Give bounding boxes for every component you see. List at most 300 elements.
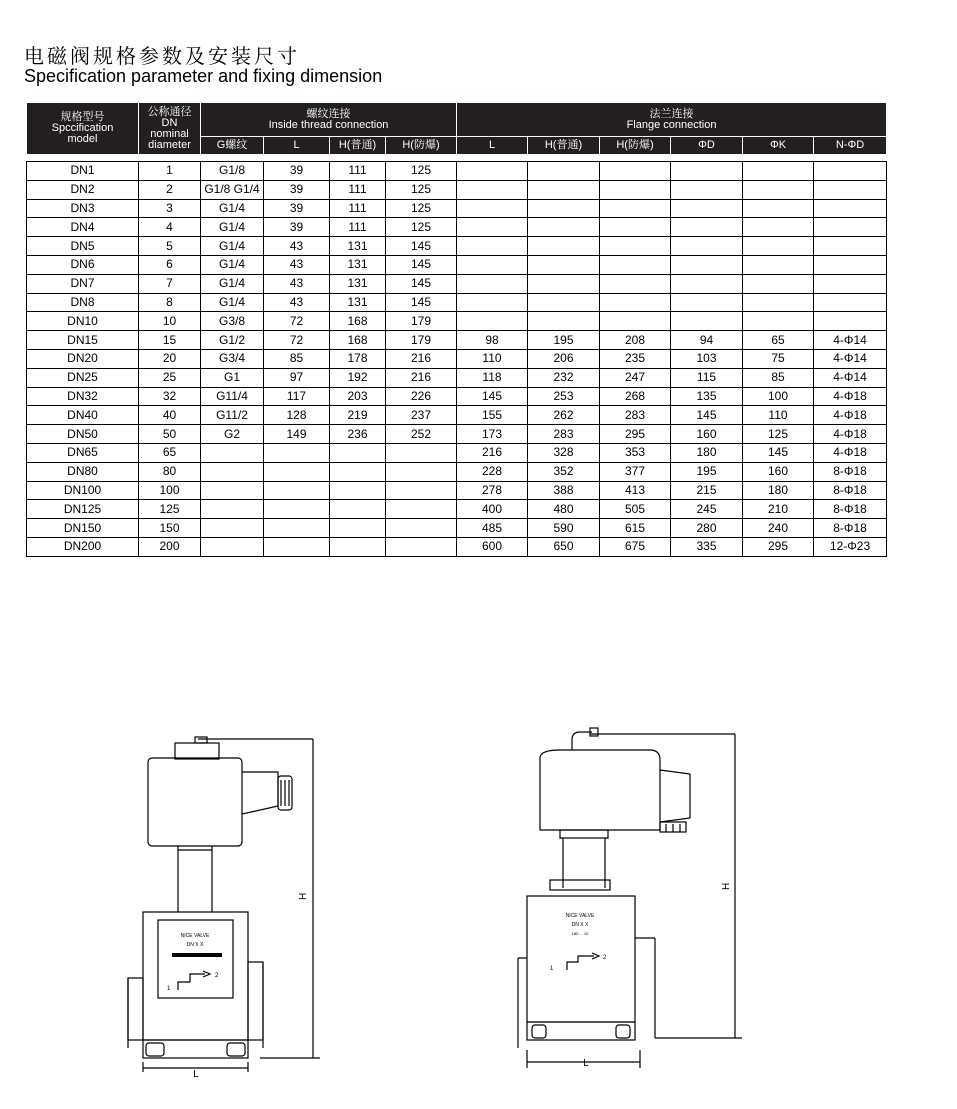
table-cell: 43 <box>264 237 330 256</box>
table-cell: 295 <box>600 425 671 444</box>
table-row <box>27 443 887 462</box>
table-cell <box>201 537 264 556</box>
table-cell: G1/4 <box>201 237 264 256</box>
table-cell: DN7 <box>27 274 139 293</box>
table-row <box>27 481 887 500</box>
table-cell: 335 <box>671 537 743 556</box>
table-cell <box>671 237 743 256</box>
table-row <box>27 368 887 387</box>
table-cell <box>743 237 814 256</box>
table-cell <box>671 293 743 312</box>
table-cell <box>814 199 887 218</box>
sub-header-5: H(普通) <box>528 137 600 155</box>
sub-header-0: G螺纹 <box>201 137 264 155</box>
table-cell: 72 <box>264 312 330 331</box>
table-cell: DN100 <box>27 481 139 500</box>
table-cell: 353 <box>600 443 671 462</box>
table-cell: 283 <box>528 425 600 444</box>
table-row <box>27 462 887 481</box>
table-cell: 8 <box>139 293 201 312</box>
table-cell <box>457 162 528 181</box>
table-cell <box>743 312 814 331</box>
table-cell: 65 <box>139 443 201 462</box>
table-cell: 20 <box>139 349 201 368</box>
valve-drawings <box>0 700 957 1109</box>
table-cell: 25 <box>139 368 201 387</box>
table-cell: G1/8 <box>201 162 264 181</box>
spec-table <box>26 102 887 557</box>
table-cell <box>528 237 600 256</box>
table-cell <box>528 162 600 181</box>
table-cell: 145 <box>743 443 814 462</box>
table-cell: 111 <box>330 199 386 218</box>
table-cell <box>814 180 887 199</box>
table-cell: 179 <box>386 312 457 331</box>
table-cell <box>330 537 386 556</box>
table-cell <box>386 443 457 462</box>
table-cell <box>528 293 600 312</box>
table-row <box>27 349 887 368</box>
table-cell <box>600 237 671 256</box>
table-row <box>27 331 887 350</box>
table-cell: 173 <box>457 425 528 444</box>
sub-header-7: ΦD <box>671 137 743 155</box>
table-cell: 97 <box>264 368 330 387</box>
table-cell: 115 <box>671 368 743 387</box>
table-cell: 262 <box>528 406 600 425</box>
table-row <box>27 500 887 519</box>
table-cell: 43 <box>264 293 330 312</box>
page-title-cn: 电磁阀规格参数及安装尺寸 <box>24 44 300 68</box>
table-cell <box>330 500 386 519</box>
port-in-left: 1 <box>167 986 171 992</box>
table-cell: 32 <box>139 387 201 406</box>
table-cell: DN1 <box>27 162 139 181</box>
table-cell: 268 <box>600 387 671 406</box>
table-cell <box>600 255 671 274</box>
table-cell: 39 <box>264 162 330 181</box>
table-cell: 178 <box>330 349 386 368</box>
table-cell: 168 <box>330 312 386 331</box>
table-cell: 15 <box>139 331 201 350</box>
table-cell: 237 <box>386 406 457 425</box>
table-cell: 125 <box>386 218 457 237</box>
table-row <box>27 387 887 406</box>
table-cell: 100 <box>743 387 814 406</box>
table-cell: G3/4 <box>201 349 264 368</box>
table-row <box>27 293 887 312</box>
table-cell: 206 <box>528 349 600 368</box>
table-cell: 145 <box>386 237 457 256</box>
table-cell: 39 <box>264 199 330 218</box>
table-row <box>27 312 887 331</box>
table-cell: 283 <box>600 406 671 425</box>
gap-row <box>27 155 887 162</box>
sub-header-8: ΦK <box>743 137 814 155</box>
table-cell: DN25 <box>27 368 139 387</box>
table-cell <box>457 293 528 312</box>
table-cell: 8-Φ18 <box>814 519 887 538</box>
table-cell <box>743 180 814 199</box>
table-cell: 131 <box>330 237 386 256</box>
table-cell: G11/4 <box>201 387 264 406</box>
table-cell <box>743 274 814 293</box>
table-cell: DN200 <box>27 537 139 556</box>
table-cell: 179 <box>386 331 457 350</box>
table-cell: G1 <box>201 368 264 387</box>
valve-drawing-flanged <box>518 728 742 1068</box>
table-cell: 219 <box>330 406 386 425</box>
table-cell <box>330 481 386 500</box>
table-cell: 200 <box>139 537 201 556</box>
table-row <box>27 274 887 293</box>
table-cell <box>528 218 600 237</box>
table-cell: DN125 <box>27 500 139 519</box>
table-cell: 377 <box>600 462 671 481</box>
table-cell: 75 <box>743 349 814 368</box>
table-cell: 247 <box>600 368 671 387</box>
table-cell: 215 <box>671 481 743 500</box>
table-cell: 125 <box>386 180 457 199</box>
table-cell: 43 <box>264 255 330 274</box>
table-cell: 110 <box>743 406 814 425</box>
table-cell: G2 <box>201 425 264 444</box>
table-cell: 117 <box>264 387 330 406</box>
sub-header-6: H(防爆) <box>600 137 671 155</box>
table-cell <box>743 255 814 274</box>
table-cell <box>600 218 671 237</box>
table-cell: 125 <box>386 162 457 181</box>
dim-l-right: L <box>583 1058 589 1069</box>
sub-header-1: L <box>264 137 330 155</box>
table-cell: 131 <box>330 274 386 293</box>
table-cell: 111 <box>330 218 386 237</box>
plate-text-left-2: DN X X <box>186 942 204 948</box>
table-cell <box>386 537 457 556</box>
dim-l-left: L <box>193 1069 199 1080</box>
table-cell: G1/2 <box>201 331 264 350</box>
table-cell: 4-Φ14 <box>814 368 887 387</box>
table-cell: G1/4 <box>201 293 264 312</box>
table-cell: 1 <box>139 162 201 181</box>
table-cell <box>528 199 600 218</box>
table-cell: 40 <box>139 406 201 425</box>
table-cell: DN10 <box>27 312 139 331</box>
table-cell: G11/2 <box>201 406 264 425</box>
table-cell <box>743 199 814 218</box>
table-cell: 43 <box>264 274 330 293</box>
sub-header-4: L <box>457 137 528 155</box>
table-cell: 590 <box>528 519 600 538</box>
table-cell <box>264 519 330 538</box>
table-cell: 12-Φ23 <box>814 537 887 556</box>
table-cell <box>386 462 457 481</box>
table-cell <box>386 500 457 519</box>
table-cell: DN80 <box>27 462 139 481</box>
table-cell: 110 <box>457 349 528 368</box>
table-cell <box>201 462 264 481</box>
table-cell: 145 <box>386 255 457 274</box>
table-cell: DN8 <box>27 293 139 312</box>
table-cell: 228 <box>457 462 528 481</box>
sub-header-9: N-ΦD <box>814 137 887 155</box>
table-cell: 600 <box>457 537 528 556</box>
header-diameter: 公称通径 DN nominal diameter <box>139 103 201 155</box>
table-cell <box>201 519 264 538</box>
table-cell <box>743 162 814 181</box>
table-cell <box>528 312 600 331</box>
table-cell <box>457 199 528 218</box>
table-cell: G1/4 <box>201 218 264 237</box>
table-cell: 131 <box>330 255 386 274</box>
table-cell: 216 <box>386 368 457 387</box>
table-cell: DN20 <box>27 349 139 368</box>
table-cell: G1/8 G1/4 <box>201 180 264 199</box>
table-cell <box>386 481 457 500</box>
table-cell: DN5 <box>27 237 139 256</box>
table-cell <box>814 293 887 312</box>
table-cell: 485 <box>457 519 528 538</box>
table-cell <box>600 274 671 293</box>
table-cell: 72 <box>264 331 330 350</box>
table-cell: 226 <box>386 387 457 406</box>
table-cell: 4-Φ14 <box>814 331 887 350</box>
table-cell <box>600 312 671 331</box>
table-cell <box>671 180 743 199</box>
table-cell <box>330 443 386 462</box>
table-cell: 216 <box>457 443 528 462</box>
table-cell <box>814 255 887 274</box>
table-cell: DN50 <box>27 425 139 444</box>
table-cell: 236 <box>330 425 386 444</box>
table-cell: 400 <box>457 500 528 519</box>
table-cell <box>814 312 887 331</box>
table-cell: 195 <box>671 462 743 481</box>
table-cell: 4-Φ18 <box>814 443 887 462</box>
table-cell: 650 <box>528 537 600 556</box>
header-model: 规格型号 Spccification model <box>27 103 139 155</box>
sub-header-3: H(防爆) <box>386 137 457 155</box>
table-cell <box>671 218 743 237</box>
table-cell: 192 <box>330 368 386 387</box>
port-out-right: 2 <box>603 955 607 961</box>
table-cell: 125 <box>743 425 814 444</box>
table-cell: 675 <box>600 537 671 556</box>
table-cell <box>528 274 600 293</box>
table-cell: 118 <box>457 368 528 387</box>
table-cell: 6 <box>139 255 201 274</box>
sub-header-2: H(普通) <box>330 137 386 155</box>
table-cell: 103 <box>671 349 743 368</box>
table-row <box>27 162 887 181</box>
table-row <box>27 519 887 538</box>
table-cell: DN2 <box>27 180 139 199</box>
table-cell: 328 <box>528 443 600 462</box>
table-cell: 245 <box>671 500 743 519</box>
table-cell <box>457 312 528 331</box>
table-cell: 252 <box>386 425 457 444</box>
table-cell: 5 <box>139 237 201 256</box>
table-row <box>27 180 887 199</box>
table-cell: 210 <box>743 500 814 519</box>
table-cell: 145 <box>386 293 457 312</box>
table-cell <box>814 162 887 181</box>
table-cell <box>743 218 814 237</box>
table-cell <box>600 199 671 218</box>
table-cell: 232 <box>528 368 600 387</box>
table-cell: 388 <box>528 481 600 500</box>
table-cell: DN3 <box>27 199 139 218</box>
port-out-left: 2 <box>215 973 219 979</box>
table-cell: 65 <box>743 331 814 350</box>
table-row <box>27 237 887 256</box>
table-cell: 128 <box>264 406 330 425</box>
table-cell: G1/4 <box>201 199 264 218</box>
table-cell: 180 <box>743 481 814 500</box>
table-cell: 352 <box>528 462 600 481</box>
table-cell <box>528 180 600 199</box>
table-cell: 149 <box>264 425 330 444</box>
table-cell: 145 <box>386 274 457 293</box>
table-cell: 180 <box>671 443 743 462</box>
table-cell <box>600 162 671 181</box>
table-cell <box>201 443 264 462</box>
table-cell: 145 <box>671 406 743 425</box>
table-cell: 4-Φ18 <box>814 406 887 425</box>
table-cell <box>457 255 528 274</box>
table-cell: 7 <box>139 274 201 293</box>
table-cell: 131 <box>330 293 386 312</box>
table-row <box>27 425 887 444</box>
port-in-right: 1 <box>550 966 554 972</box>
table-cell <box>671 162 743 181</box>
table-cell: 111 <box>330 180 386 199</box>
table-cell: 100 <box>139 481 201 500</box>
plate-text-left-1: NICE VALVE <box>180 933 210 939</box>
table-cell: 39 <box>264 180 330 199</box>
table-cell: 150 <box>139 519 201 538</box>
table-cell <box>201 481 264 500</box>
table-cell: 195 <box>528 331 600 350</box>
table-cell <box>814 218 887 237</box>
table-cell: 480 <box>528 500 600 519</box>
table-cell: 94 <box>671 331 743 350</box>
table-cell: DN40 <box>27 406 139 425</box>
table-cell <box>457 274 528 293</box>
table-cell: 253 <box>528 387 600 406</box>
table-cell <box>201 500 264 519</box>
table-cell <box>330 462 386 481</box>
table-cell: 295 <box>743 537 814 556</box>
table-cell <box>671 255 743 274</box>
table-cell <box>528 255 600 274</box>
table-cell <box>264 443 330 462</box>
table-cell: 4-Φ18 <box>814 425 887 444</box>
table-cell: 8-Φ18 <box>814 481 887 500</box>
table-cell: 235 <box>600 349 671 368</box>
table-cell: 615 <box>600 519 671 538</box>
table-cell: DN150 <box>27 519 139 538</box>
table-cell <box>457 237 528 256</box>
table-cell: 4 <box>139 218 201 237</box>
table-cell <box>743 293 814 312</box>
table-cell: 240 <box>743 519 814 538</box>
table-cell: 160 <box>743 462 814 481</box>
table-cell: 413 <box>600 481 671 500</box>
table-cell <box>264 537 330 556</box>
table-cell: 98 <box>457 331 528 350</box>
table-cell <box>814 274 887 293</box>
plate-text-right-1: NICE VALVE <box>565 913 595 919</box>
table-cell: G1/4 <box>201 274 264 293</box>
table-cell: 3 <box>139 199 201 218</box>
table-cell: DN6 <box>27 255 139 274</box>
table-cell <box>330 519 386 538</box>
table-cell <box>264 462 330 481</box>
table-cell: 50 <box>139 425 201 444</box>
table-cell: 8-Φ18 <box>814 462 887 481</box>
table-cell: 80 <box>139 462 201 481</box>
table-cell: 85 <box>743 368 814 387</box>
table-cell <box>600 293 671 312</box>
table-cell <box>671 199 743 218</box>
table-cell: 168 <box>330 331 386 350</box>
table-cell: DN32 <box>27 387 139 406</box>
table-cell <box>457 180 528 199</box>
table-cell <box>671 312 743 331</box>
table-cell: G1/4 <box>201 255 264 274</box>
table-cell: 8-Φ18 <box>814 500 887 519</box>
header-thread-connection: 螺纹连接 Inside thread connection <box>201 103 457 137</box>
table-cell: 85 <box>264 349 330 368</box>
table-cell <box>600 180 671 199</box>
table-cell: 278 <box>457 481 528 500</box>
page-title-en: Specification parameter and fixing dimension <box>24 66 383 86</box>
table-row <box>27 537 887 556</box>
table-row <box>27 218 887 237</box>
table-cell <box>671 274 743 293</box>
table-cell: DN4 <box>27 218 139 237</box>
header-flange-connection: 法兰连接 Flange connection <box>457 103 887 137</box>
table-cell: 4-Φ14 <box>814 349 887 368</box>
table-cell: DN15 <box>27 331 139 350</box>
table-cell <box>264 500 330 519</box>
table-row <box>27 255 887 274</box>
table-cell: 155 <box>457 406 528 425</box>
table-cell: 160 <box>671 425 743 444</box>
table-cell: 145 <box>457 387 528 406</box>
table-cell: 4-Φ18 <box>814 387 887 406</box>
table-cell: 216 <box>386 349 457 368</box>
table-cell: 208 <box>600 331 671 350</box>
table-cell: G3/8 <box>201 312 264 331</box>
dim-h-left: H <box>298 892 309 900</box>
plate-text-right-3: 180 ... 10 <box>571 931 589 936</box>
valve-drawing-threaded <box>128 737 320 1072</box>
table-cell: DN65 <box>27 443 139 462</box>
plate-text-right-2: DN X X <box>571 922 589 928</box>
table-cell: 111 <box>330 162 386 181</box>
table-row <box>27 406 887 425</box>
table-cell: 2 <box>139 180 201 199</box>
table-cell: 125 <box>139 500 201 519</box>
dim-h-right: H <box>721 882 732 890</box>
table-cell: 280 <box>671 519 743 538</box>
table-cell: 505 <box>600 500 671 519</box>
table-row <box>27 199 887 218</box>
table-cell <box>264 481 330 500</box>
table-cell: 125 <box>386 199 457 218</box>
